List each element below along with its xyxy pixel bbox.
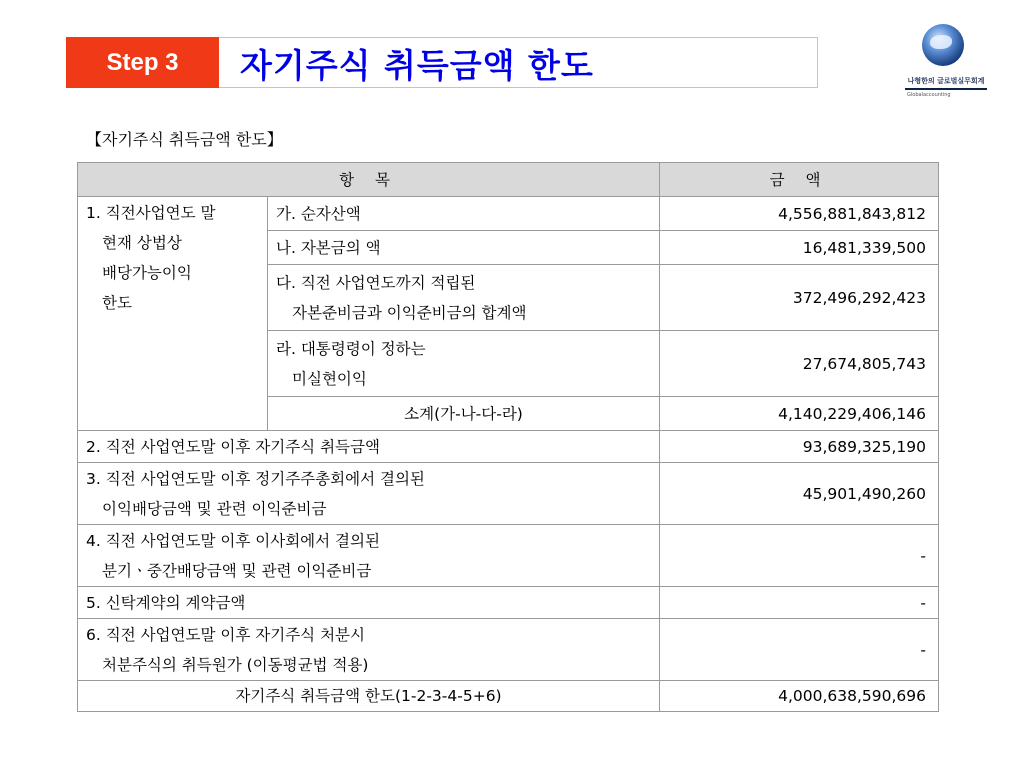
item-label xyxy=(268,331,660,397)
item-label-line: 처분주식의 취득원가 (이동평균법 적용) xyxy=(102,655,369,674)
section-heading: 【자기주식 취득금액 한도】 xyxy=(86,130,283,149)
column-header-item: 항 목 xyxy=(78,163,660,197)
total-amount: 4,000,638,590,696 xyxy=(660,681,939,712)
table-row xyxy=(78,463,939,525)
item-amount: 16,481,339,500 xyxy=(660,231,939,265)
item-label-line: 이익배당금액 및 관련 이익준비금 xyxy=(102,499,327,518)
item-label xyxy=(268,265,660,331)
table-row xyxy=(78,525,939,587)
item-amount: - xyxy=(660,525,939,587)
group-label-line: 1. 직전사업연도 말 xyxy=(86,204,216,222)
item-label-line: 미실현이익 xyxy=(292,369,367,388)
item-label-line: 4. 직전 사업연도말 이후 이사회에서 결의된 xyxy=(86,531,380,550)
item-label-line: 3. 직전 사업연도말 이후 정기주주총회에서 결의된 xyxy=(86,469,425,488)
table-row xyxy=(78,587,939,619)
table-row xyxy=(78,197,939,231)
item-amount: 45,901,490,260 xyxy=(660,463,939,525)
item-label: 가. 순자산액 xyxy=(268,197,660,231)
item-label: 나. 자본금의 액 xyxy=(268,231,660,265)
item-amount: 93,689,325,190 xyxy=(660,431,939,463)
item-amount: 27,674,805,743 xyxy=(660,331,939,397)
total-row xyxy=(78,681,939,712)
item-label-line: 6. 직전 사업연도말 이후 자기주식 처분시 xyxy=(86,625,365,644)
table-row xyxy=(78,619,939,681)
item-label-line: 라. 대통령령이 정하는 xyxy=(276,339,426,358)
item-label-line: 다. 직전 사업연도까지 적립된 xyxy=(276,273,476,292)
group-label-line: 배당가능이익 xyxy=(102,264,192,282)
item-label xyxy=(78,463,660,525)
page-title: 자기주식 취득금액 한도 xyxy=(240,45,594,85)
globe-icon xyxy=(922,24,964,66)
item-amount: 4,556,881,843,812 xyxy=(660,197,939,231)
table-header-row xyxy=(78,163,939,197)
subtotal-label: 소계(가-나-다-라) xyxy=(268,397,660,431)
total-label: 자기주식 취득금액 한도(1-2-3-4-5+6) xyxy=(78,681,660,712)
item-label xyxy=(78,619,660,681)
item-label-line: 자본준비금과 이익준비금의 합계액 xyxy=(292,303,527,322)
company-logo xyxy=(905,22,987,102)
item-amount: 372,496,292,423 xyxy=(660,265,939,331)
group-label-line: 현재 상법상 xyxy=(102,234,182,252)
logo-subtext: Globalaccounting xyxy=(907,92,951,98)
step-badge: Step 3 xyxy=(66,37,219,88)
group-label-line: 한도 xyxy=(102,294,132,312)
limit-table xyxy=(77,162,939,712)
column-header-amount: 금 액 xyxy=(660,163,939,197)
subtotal-amount: 4,140,229,406,146 xyxy=(660,397,939,431)
item-label-line: 분기ㆍ중간배당금액 및 관련 이익준비금 xyxy=(102,561,372,580)
item-label: 5. 신탁계약의 계약금액 xyxy=(78,587,660,619)
item-amount: - xyxy=(660,587,939,619)
group-label-cell xyxy=(78,197,268,431)
item-amount: - xyxy=(660,619,939,681)
item-label: 2. 직전 사업연도말 이후 자기주식 취득금액 xyxy=(78,431,660,463)
logo-divider xyxy=(905,88,987,90)
table-row xyxy=(78,431,939,463)
logo-text: 나형한의 글로벌실무회계 xyxy=(907,77,985,85)
item-label xyxy=(78,525,660,587)
